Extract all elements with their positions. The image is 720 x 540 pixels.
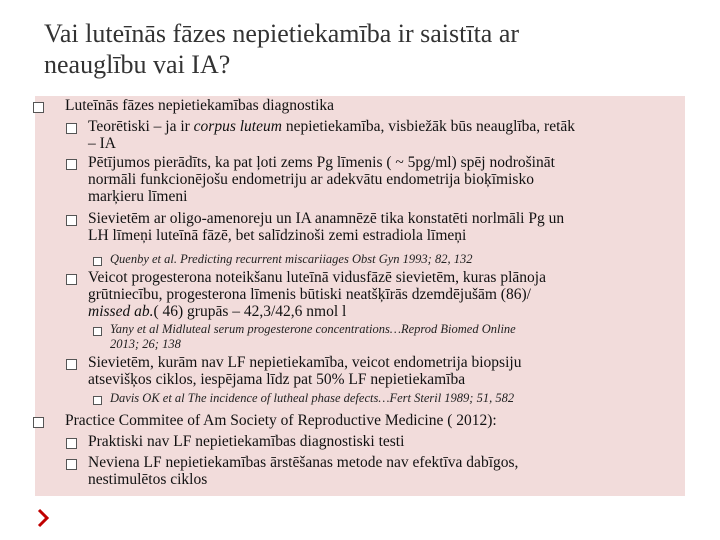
sub-bullet-marker (66, 459, 77, 470)
sub-bullet-biopsy-2: atsevišķos ciklos, iespējama līdz pat 50% LF nepietiekamība (88, 371, 466, 388)
ref-bullet-marker (93, 327, 102, 336)
sub-bullet-studies-2: normāli funkcionējošu endometriju ar adekvātu endometrija bioķīmisko (88, 171, 534, 188)
sub-bullet-studies-3: marķieru līmeni (88, 188, 188, 205)
title-line-2: neauglību vai IA? (44, 50, 231, 79)
sub-bullet-marker (66, 215, 77, 226)
title-line-1: Vai luteīnās fāzes nepietiekamība ir saistīta ar (44, 19, 520, 48)
sub-bullet-marker (66, 123, 77, 134)
bullet-diagnostics: Luteīnās fāzes nepietiekamības diagnostika (65, 97, 335, 114)
ref-bullet-marker (93, 396, 102, 405)
sub-bullet-theory-cont: – IA (88, 135, 116, 152)
reference-yany-2: 2013; 26; 138 (110, 337, 181, 351)
sub-bullet-oligo: Sievietēm ar oligo-amenoreju un IA anamnēzē tika konstatēti norlmāli Pg un (88, 210, 565, 227)
sub-bullet-theory: Teorētiski – ja ir corpus luteum nepietiekamība, visbiežāk būs neauglība, retāk (88, 118, 576, 135)
arrow-shape (39, 510, 47, 526)
sub-bullet-progesterone: Veicot progesterona noteikšanu luteīnā vidusfāzē sievietēm, kuras plānoja (88, 269, 546, 286)
sub-bullet-no-treatment: Neviena LF nepietiekamības ārstēšanas metode nav efektīva dabīgos, (88, 454, 519, 471)
sub-bullet-marker (66, 438, 77, 449)
ref-bullet-marker (93, 257, 102, 266)
sub-bullet-no-treatment-2: nestimulētos ciklos (88, 471, 208, 488)
sub-bullet-marker (66, 359, 77, 370)
slide-title (44, 18, 704, 80)
reference-yany: Yany et al Midluteal serum progesterone concentrations…Reprod Biomed Online (110, 322, 516, 336)
sub-bullet-progesterone-3: missed ab.( 46) grupās – 42,3/42,6 nmol l (88, 303, 347, 320)
sub-bullet-marker (66, 274, 77, 285)
next-slide-arrow-icon[interactable] (36, 508, 50, 528)
bullet-marker (33, 102, 44, 113)
sub-bullet-oligo-2: LH līmeņi luteīnā fāzē, bet salīdzinoši zemi estradiola līmeņi (88, 227, 467, 244)
sub-bullet-no-tests: Praktiski nav LF nepietiekamības diagnostiski testi (88, 433, 405, 450)
reference-davis: Davis OK et al The incidence of lutheal phase defects…Fert Steril 1989; 51, 582 (110, 391, 515, 405)
bullet-practice-committee: Practice Commitee of Am Society of Reproductive Medicine ( 2012): (65, 412, 497, 429)
sub-bullet-marker (66, 159, 77, 170)
reference-quenby: Quenby et al. Predicting recurrent miscariiages Obst Gyn 1993; 82, 132 (110, 252, 473, 266)
sub-bullet-progesterone-2: grūtniecību, progesterona līmenis būtiski neatšķīrās dzemdējušām (86)/ (88, 286, 531, 303)
sub-bullet-biopsy: Sievietēm, kurām nav LF nepietiekamība, veicot endometrija biopsiju (88, 354, 522, 371)
sub-bullet-studies: Pētījumos pierādīts, ka pat ļoti zems Pg līmenis ( ~ 5pg/ml) spēj nodrošināt (88, 154, 555, 171)
bullet-marker (33, 417, 44, 428)
